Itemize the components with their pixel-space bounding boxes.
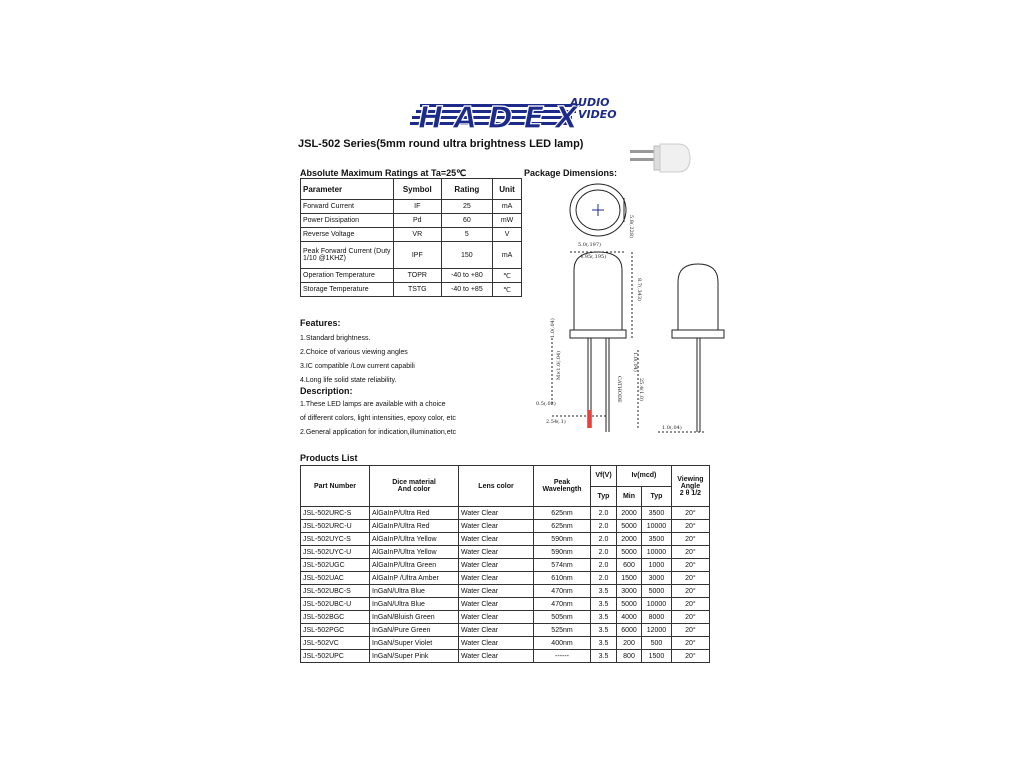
package-dimensions-drawing [518,160,730,450]
dim-label: 5.8(.228) [628,215,634,238]
product-cell: 8000 [642,611,672,624]
amr-row: Reverse Voltage VR 5 V [301,228,522,242]
feature-item: 2.Choice of various viewing angles [300,349,408,356]
product-cell: 5000 [616,520,641,533]
header-iv-min: Min [616,486,641,507]
product-cell: 1500 [642,650,672,663]
header-vf-typ: Typ [591,486,617,507]
cathode-lead-mark [588,410,591,428]
product-cell: JSL-502VC [301,637,370,650]
product-cell: 2.0 [591,520,617,533]
product-cell: 3000 [616,585,641,598]
product-cell: 200 [616,637,641,650]
product-cell: JSL-502UGC [301,559,370,572]
product-cell: 10000 [642,598,672,611]
dim-label: 4.95(.195) [580,254,607,260]
product-cell: 3000 [642,572,672,585]
product-cell: Water Clear [459,546,534,559]
product-cell: 10000 [642,546,672,559]
hadex-logo [410,90,640,134]
datasheet-page [290,80,730,690]
product-cell: AlGaInP/Ultra Red [370,507,459,520]
product-cell: 20° [671,533,709,546]
product-cell: 1000 [642,559,672,572]
package-heading: Package Dimensions: [524,168,618,178]
product-row [301,598,710,611]
svg-text:VIDEO: VIDEO [578,108,617,121]
product-cell: JSL-502URC-S [301,507,370,520]
product-cell: 5000 [616,598,641,611]
dim-label: 2.54(.1) [546,419,566,425]
product-cell: InGaN/Ultra Blue [370,585,459,598]
description-heading: Description: [300,386,353,396]
product-cell: 20° [671,624,709,637]
product-cell: 590nm [534,533,591,546]
product-cell: 20° [671,507,709,520]
product-row [301,572,710,585]
products-heading: Products List [300,453,358,463]
product-cell: 3.5 [591,585,617,598]
amr-header-unit: Unit [493,179,522,200]
product-row [301,624,710,637]
product-cell: AlGaInP/Ultra Red [370,520,459,533]
product-cell: 500 [642,637,672,650]
description-item: of different colors, light intensities, epoxy color, etc [300,415,456,422]
feature-item: 1.Standard brightness. [300,335,371,342]
product-cell: 3500 [642,533,672,546]
product-cell: JSL-502UBC-S [301,585,370,598]
svg-text:HADEX: HADEX [418,101,578,134]
amr-header-symbol: Symbol [394,179,442,200]
product-cell: Water Clear [459,598,534,611]
dim-label: 0.5(.02) [536,401,556,407]
product-cell: 400nm [534,637,591,650]
header-lens-color: Lens color [459,466,534,507]
product-cell: AlGaInP/Ultra Yellow [370,533,459,546]
product-cell: 12000 [642,624,672,637]
product-cell: AlGaInP/Ultra Yellow [370,546,459,559]
product-cell: JSL-502BGC [301,611,370,624]
page-title: JSL-502 Series(5mm round ultra brightness LED lamp) [298,138,584,150]
product-cell: JSL-502PGC [301,624,370,637]
product-cell: Water Clear [459,585,534,598]
product-cell: 3.5 [591,637,617,650]
product-cell: Water Clear [459,507,534,520]
dim-label: 1.0(.04) [550,318,556,338]
product-cell: 470nm [534,598,591,611]
side-view-body [574,252,622,330]
amr-header-rating: Rating [441,179,493,200]
features-heading: Features: [300,318,341,328]
amr-header-parameter: Parameter [301,179,394,200]
products-table [300,465,710,663]
product-row [301,585,710,598]
product-row [301,559,710,572]
product-cell: 610nm [534,572,591,585]
product-cell: Water Clear [459,572,534,585]
product-cell: 2.0 [591,559,617,572]
header-peak-wavelength: Peak Wavelength [534,466,591,507]
dim-label: M×1.0(.04) [556,350,562,380]
product-cell: 3500 [642,507,672,520]
dim-label: 1.0(.04) [632,352,638,372]
product-cell: InGaN/Pure Green [370,624,459,637]
product-cell: 3.5 [591,650,617,663]
header-part-number: Part Number [301,466,370,507]
product-cell: InGaN/Ultra Blue [370,598,459,611]
product-cell: 20° [671,637,709,650]
dim-label: 8.7(.343) [636,278,642,301]
product-cell: AlGaInP/Ultra Green [370,559,459,572]
product-cell: Water Clear [459,624,534,637]
product-cell: 5000 [616,546,641,559]
amr-row: Operation Temperature TOPR -40 to +80 ℃ [301,269,522,283]
product-cell: Water Clear [459,559,534,572]
product-cell: 20° [671,585,709,598]
product-cell: 590nm [534,546,591,559]
product-cell: 20° [671,650,709,663]
product-cell: InGaN/Super Violet [370,637,459,650]
cathode-label: CATHODE [616,376,622,403]
product-cell: AlGaInP /Ultra Amber [370,572,459,585]
product-cell: 505nm [534,611,591,624]
product-cell: 470nm [534,585,591,598]
product-cell: 20° [671,598,709,611]
product-cell: 5000 [642,585,672,598]
product-cell: Water Clear [459,637,534,650]
svg-text:AUDIO: AUDIO [570,96,610,109]
header-iv-typ: Typ [642,486,672,507]
product-cell: 20° [671,520,709,533]
amr-row: Power Dissipation Pd 60 mW [301,214,522,228]
product-cell: 2.0 [591,533,617,546]
product-cell: 2.0 [591,546,617,559]
feature-item: 3.IC compatible /Low current capabili [300,363,415,370]
product-cell: JSL-502UAC [301,572,370,585]
product-cell: JSL-502UYC-U [301,546,370,559]
header-dice-material: Dice material And color [370,466,459,507]
product-cell: Water Clear [459,650,534,663]
products-body [301,507,710,663]
product-cell: 3.5 [591,624,617,637]
product-cell: 525nm [534,624,591,637]
description-list [300,398,456,440]
product-cell: JSL-502UPC [301,650,370,663]
product-cell: 2.0 [591,507,617,520]
product-cell: 20° [671,611,709,624]
product-row [301,650,710,663]
product-cell: 4000 [616,611,641,624]
product-cell: Water Clear [459,611,534,624]
description-item: 1.These LED lamps are available with a choice [300,401,446,408]
product-cell: Water Clear [459,533,534,546]
description-item: 2.General application for indication,illumination,etc [300,429,457,436]
product-cell: 10000 [642,520,672,533]
amr-row: Peak Forward Current (Duty 1/10 @1KHZ) IPF 150 mA [301,242,522,269]
product-cell: 625nm [534,507,591,520]
product-cell: ------ [534,650,591,663]
product-cell: JSL-502URC-U [301,520,370,533]
product-cell: 6000 [616,624,641,637]
product-cell: 2000 [616,533,641,546]
product-cell: 800 [616,650,641,663]
product-cell: 2000 [616,507,641,520]
product-row [301,533,710,546]
header-iv: Iv(mcd) [616,466,671,487]
product-cell: JSL-502UYC-S [301,533,370,546]
product-cell: InGaN/Bluish Green [370,611,459,624]
front-view-body [678,264,718,330]
product-row [301,520,710,533]
product-cell: JSL-502UBC-U [301,598,370,611]
product-cell: 1500 [616,572,641,585]
dim-label: 5.0(.197) [578,242,601,248]
product-cell: 574nm [534,559,591,572]
feature-item: 4.Long life solid state reliability. [300,377,397,384]
product-cell: 625nm [534,520,591,533]
product-cell: Water Clear [459,520,534,533]
product-cell: InGaN/Super Pink [370,650,459,663]
amr-row: Forward Current IF 25 mA [301,200,522,214]
header-vf: Vf(V) [591,466,617,487]
product-row [301,546,710,559]
product-cell: 20° [671,559,709,572]
features-list [300,332,415,388]
amr-heading: Absolute Maximum Ratings at Ta=25℃ [300,168,467,178]
amr-row: Storage Temperature TSTG -40 to +85 ℃ [301,283,522,297]
product-row [301,611,710,624]
product-row [301,507,710,520]
product-cell: 600 [616,559,641,572]
amr-table [300,178,522,297]
product-cell: 20° [671,546,709,559]
dim-label: 25.4(1.0) [638,378,644,401]
product-cell: 3.5 [591,611,617,624]
header-viewing-angle: Viewing Angle 2 θ 1/2 [671,466,709,507]
product-cell: 2.0 [591,572,617,585]
product-cell: 3.5 [591,598,617,611]
product-cell: 20° [671,572,709,585]
dim-label: 1.0(.04) [662,425,682,431]
product-row [301,637,710,650]
